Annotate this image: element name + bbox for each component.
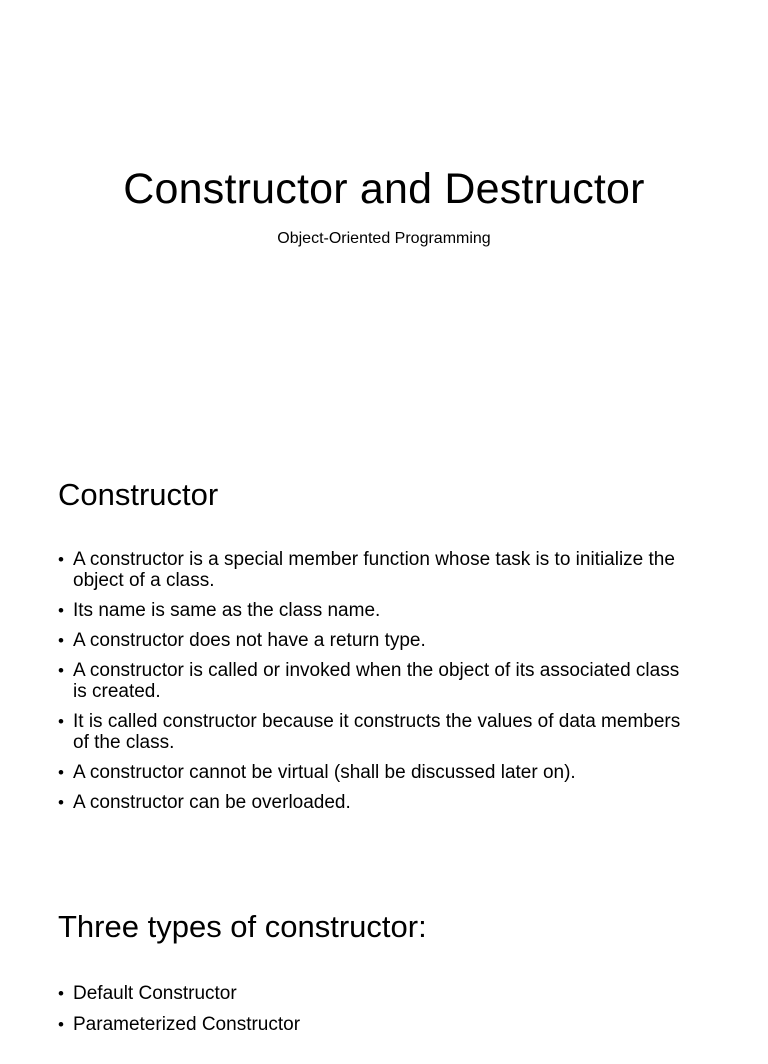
- bullet-text: A constructor can be overloaded.: [73, 792, 351, 813]
- bullet-item: [58, 792, 698, 813]
- bullet-item: [58, 711, 698, 753]
- types-heading: Three types of constructor:: [58, 909, 427, 944]
- constructor-slide: [0, 432, 768, 864]
- slide-title: Constructor and Destructor: [123, 165, 645, 213]
- constructor-bullet-list: [58, 549, 698, 822]
- bullet-icon: •: [58, 793, 64, 812]
- bullet-text: It is called constructor because it constructs the values of data members of the class.: [73, 711, 681, 753]
- bullet-item: [58, 549, 698, 591]
- bullet-item: [58, 660, 698, 702]
- types-bullet-list: [58, 983, 698, 1045]
- bullet-text: Default Constructor: [73, 983, 237, 1004]
- bullet-icon: •: [58, 1015, 64, 1034]
- bullet-text: Its name is same as the class name.: [73, 600, 381, 621]
- bullet-text: A constructor does not have a return type.: [73, 630, 426, 651]
- bullet-item: [58, 762, 698, 783]
- bullet-icon: •: [58, 712, 64, 731]
- bullet-item: [58, 630, 698, 651]
- bullet-item: [58, 983, 698, 1004]
- bullet-text: A constructor is called or invoked when the object of its associated class is created.: [73, 660, 680, 702]
- bullet-icon: •: [58, 763, 64, 782]
- constructor-types-slide: [0, 864, 768, 1064]
- bullet-icon: •: [58, 601, 64, 620]
- bullet-text: A constructor cannot be virtual (shall be discussed later on).: [73, 762, 576, 783]
- bullet-item: [58, 1014, 698, 1035]
- constructor-heading: Constructor: [58, 477, 219, 512]
- bullet-text: Parameterized Constructor: [73, 1014, 301, 1035]
- bullet-icon: •: [58, 661, 64, 680]
- bullet-icon: •: [58, 984, 64, 1003]
- title-slide: [0, 0, 768, 432]
- bullet-text: A constructor is a special member function whose task is to initialize the object of a class.: [73, 549, 675, 591]
- slide-subtitle: Object-Oriented Programming: [277, 230, 491, 247]
- bullet-item: [58, 600, 698, 621]
- bullet-icon: •: [58, 550, 64, 569]
- bullet-icon: •: [58, 631, 64, 650]
